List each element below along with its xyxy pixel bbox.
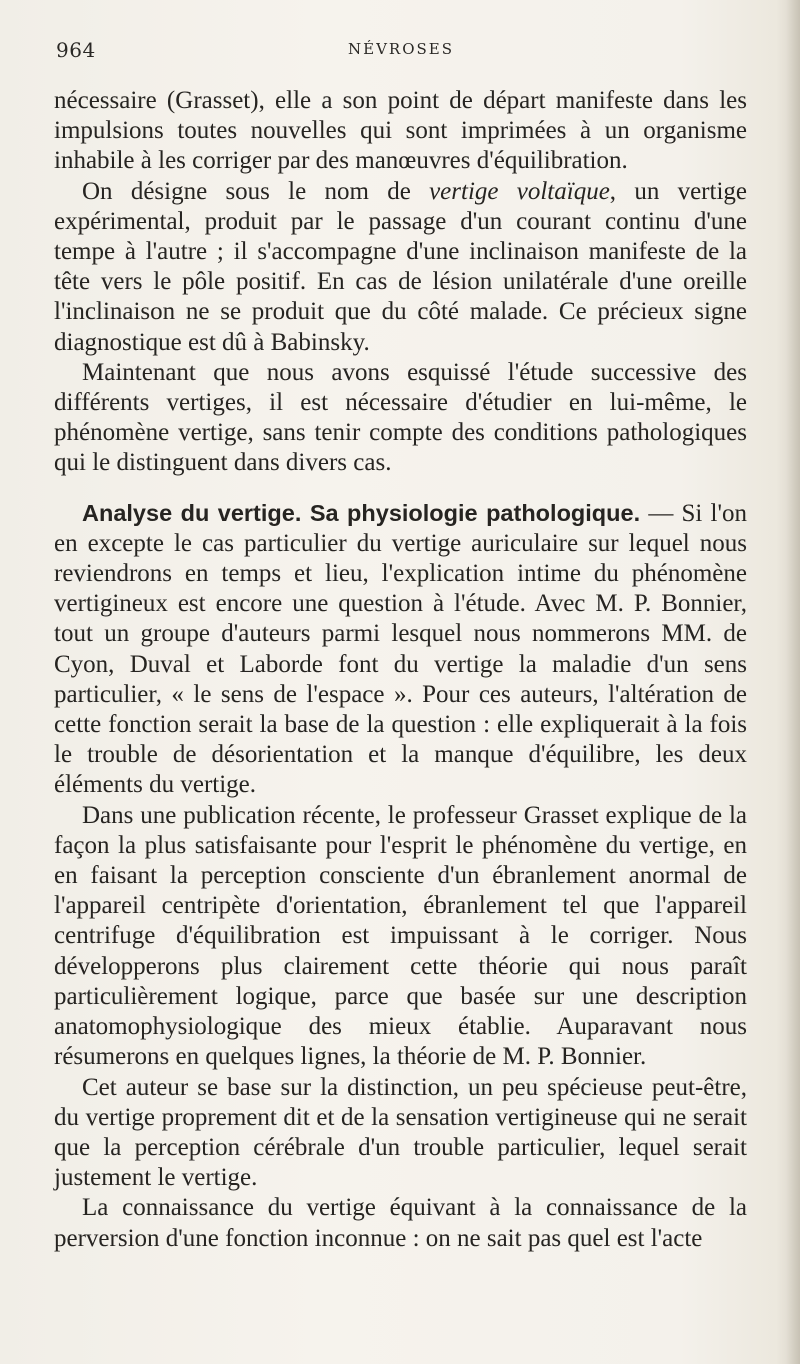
paragraph xyxy=(54,1193,747,1253)
section-paragraph xyxy=(54,498,747,801)
running-title: NÉVROSES xyxy=(348,40,454,58)
paragraph-text: , un vertige expérimental, produit par le passage d'un courant continu d'une tempe à l'autre ; il s'accompagne d'une inclinaison manifeste de la tête vers le pôle positif. En cas de lésion unilatérale d'une oreille l'inclinaison ne se produit que du côté malade. Ce précieux signe diagnostique est dû à Babinsky. xyxy=(54,177,747,356)
page-number: 964 xyxy=(56,38,96,62)
paragraph xyxy=(54,86,747,177)
paragraph-text: Maintenant que nous avons esquissé l'étude successive des différents vertiges, il est nécessaire d'étudier en lui-même, le phénomène vertige, sans tenir compte des conditions pathologiques qui le distinguent dans divers cas. xyxy=(54,358,747,477)
paragraph-text: Cet auteur se base sur la distinction, un peu spécieuse peut-être, du vertige proprement dit et de la sensation vertigineuse qui ne serait que la perception cérébrale d'un trouble particulier, lequel serait justement le vertige. xyxy=(54,1073,747,1192)
paragraph-text: On désigne sous le nom de xyxy=(82,177,430,205)
page-header xyxy=(56,38,746,68)
paragraph xyxy=(54,1073,747,1194)
section-heading: Analyse du vertige. Sa physiologie pathologique. xyxy=(82,499,641,526)
paragraph-text: Dans une publication récente, le professeur Grasset explique de la façon la plus satisfaisante pour l'esprit le phénomène du vertige, en en faisant la perception consciente d'un ébranlement anormal de l'appareil centripète d'orientation, ébranlement tel que l'appareil centrifuge d'équilibration est impuissant à le corriger. Nous développerons plus clairement cette théorie qui nous paraît particulièrement logique, parce que basée sur une description anatomophysiologique des mieux établie. Auparavant nous résumerons en quelques lignes, la théorie de M. P. Bonnier. xyxy=(54,801,747,1071)
page-edge-shadow xyxy=(786,0,800,1364)
paragraph-text: — Si l'on en excepte le cas particulier du vertige auriculaire sur lequel nous reviendrons en temps et lieu, l'explication intime du phénomène vertigineux est encore une question à l'étude. Avec M. P. Bonnier, tout un groupe d'auteurs parmi lesquel nous nommerons MM. de Cyon, Duval et Laborde font du vertige la maladie d'un sens particulier, « le sens de l'espace ». Pour ces auteurs, l'altération de cette fonction serait la base de la question : elle expliquerait à la fois le trouble de désorientation et la manque d'équilibre, les deux éléments du vertige. xyxy=(54,499,747,799)
paragraph xyxy=(54,358,747,479)
paragraph xyxy=(54,177,747,358)
paragraph-text: nécessaire (Grasset), elle a son point de départ manifeste dans les impulsions toutes nouvelles qui sont imprimées à un organisme inhabile à les corriger par des manœuvres d'équilibration. xyxy=(54,87,747,175)
italic-term: vertige voltaïque xyxy=(429,177,610,205)
paragraph xyxy=(54,801,747,1073)
paragraph-text: La connaissance du vertige équivant à la connaissance de la perversion d'une fonction inconnue : on ne sait pas quel est l'acte xyxy=(54,1194,747,1252)
body-text xyxy=(54,86,747,1254)
